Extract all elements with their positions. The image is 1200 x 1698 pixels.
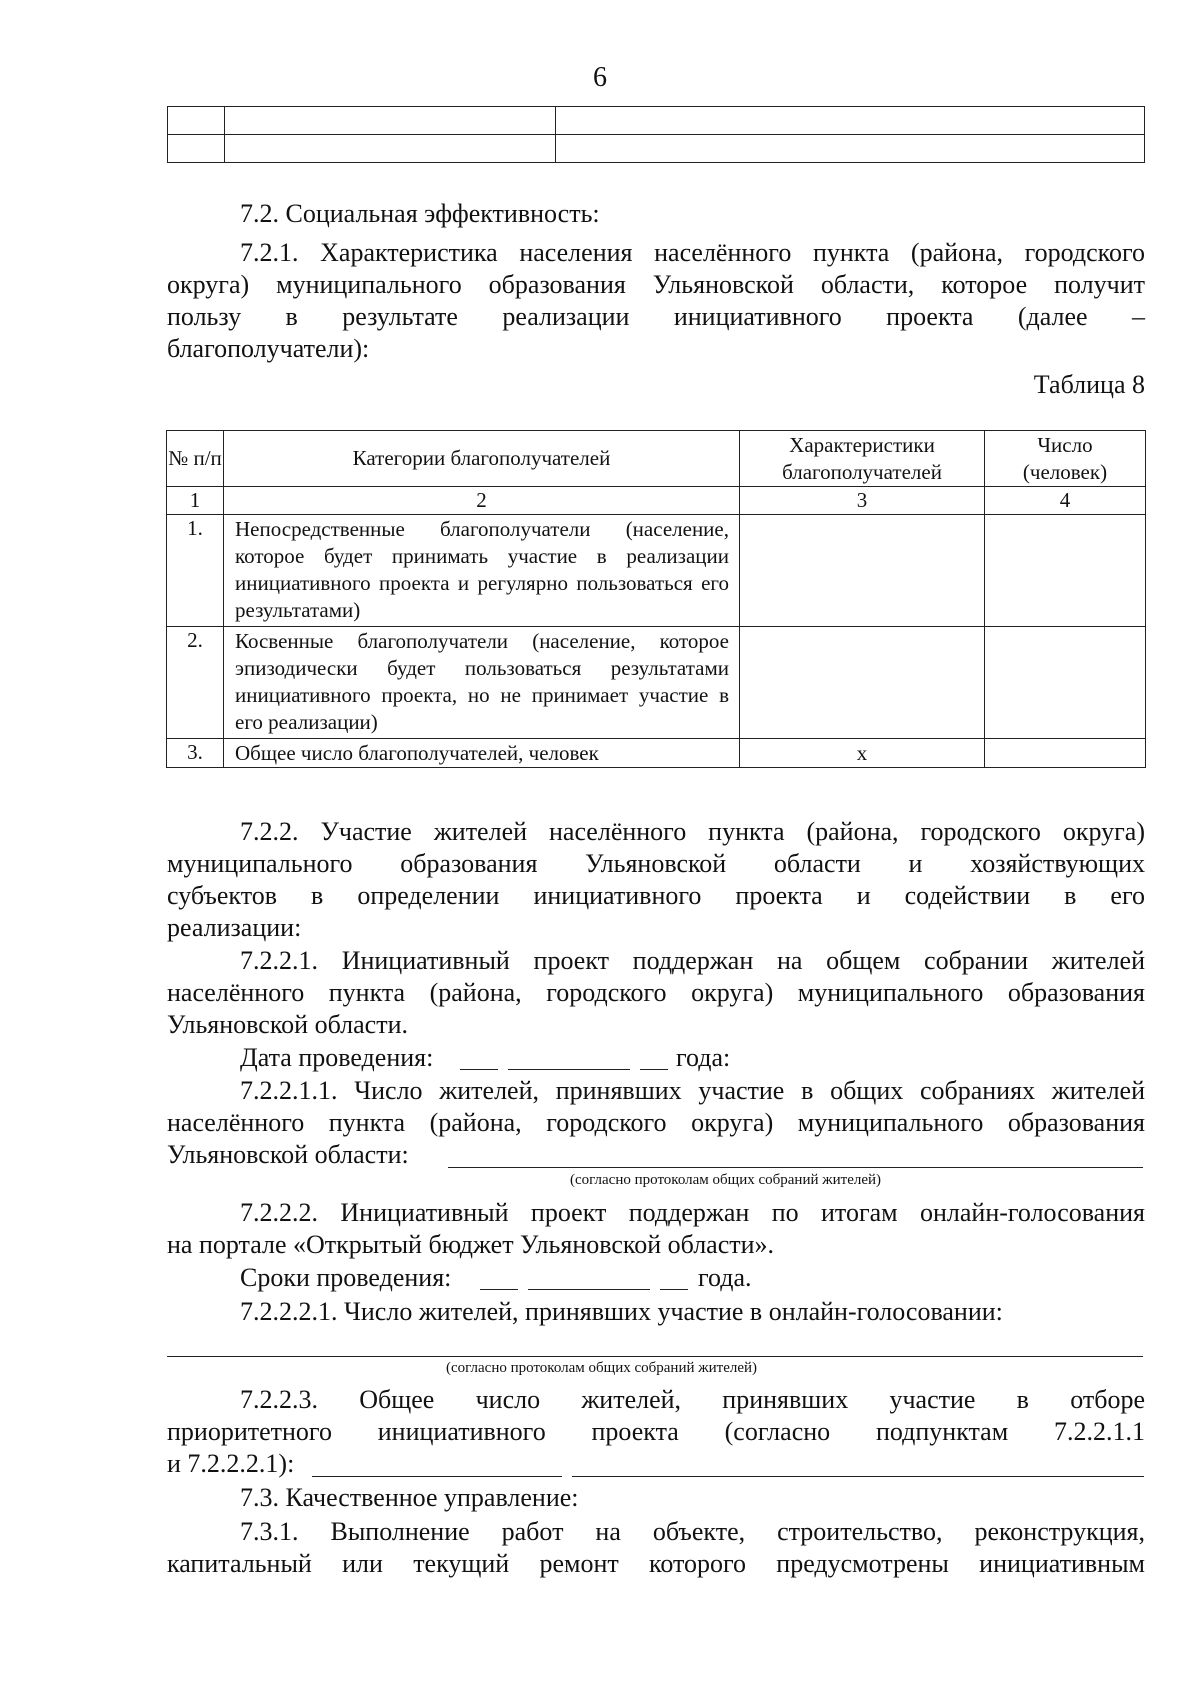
- index-cell: 4: [985, 487, 1146, 515]
- table-row: [168, 107, 1145, 135]
- table-row: [168, 135, 1145, 163]
- section-7-2-2-2-line-1: 7.2.2.2. Инициативный проект поддержан по итогам онлайн-голосования: [240, 1198, 1145, 1227]
- row-num: 2.: [167, 627, 224, 739]
- table-row: [167, 627, 1146, 739]
- row-category: Общее число благополучателей, человек: [224, 739, 740, 768]
- section-7-3-heading: 7.3. Качественное управление:: [240, 1483, 579, 1512]
- row-category: Косвенные благополучатели (население, которое эпизодически будет пользоваться результатами инициативного проекта, но не принимает участие в его реализации): [224, 627, 740, 739]
- section-7-3-1-line-2: капитальный или текущий ремонт которого предусмотрены инициативным: [167, 1549, 1145, 1578]
- section-7-2-2-1-line-3: Ульяновской области.: [167, 1010, 408, 1039]
- table-row: [167, 515, 1146, 627]
- row-num: 1.: [167, 515, 224, 627]
- total-voters-blank-1[interactable]: [312, 1476, 562, 1477]
- meeting-date-suffix: года:: [676, 1043, 731, 1072]
- row-characteristics: х: [740, 739, 985, 768]
- section-7-2-2-3-line-2: приоритетного инициативного проекта (согласно подпунктам 7.2.2.1.1: [167, 1417, 1145, 1446]
- period-year-blank[interactable]: [660, 1289, 688, 1290]
- section-7-2-2-3-line-3: и 7.2.2.2.1):: [167, 1449, 295, 1478]
- date-day-blank[interactable]: [460, 1069, 498, 1070]
- section-7-2-1-line-1: 7.2.1. Характеристика населения населённого пункта (района, городского: [240, 238, 1145, 267]
- section-7-2-2-1-1-line-1: 7.2.2.1.1. Число жителей, принявших участие в общих собраниях жителей: [240, 1076, 1145, 1105]
- row-count: [985, 515, 1146, 627]
- continued-table: [167, 106, 1145, 163]
- index-cell: 3: [740, 487, 985, 515]
- table-cell: [225, 107, 556, 135]
- table-cell: [168, 107, 225, 135]
- meeting-protocols-caption: (согласно протоколам общих собраний жителей): [570, 1172, 882, 1188]
- section-7-2-2-line-2: муниципального образования Ульяновской области и хозяйствующих: [167, 849, 1145, 878]
- total-voters-blank-2[interactable]: [572, 1476, 1144, 1477]
- section-7-2-2-2-line-2: на портале «Открытый бюджет Ульяновской области».: [167, 1230, 775, 1259]
- section-7-2-2-line-3: субъектов в определении инициативного проекта и содействии в его: [167, 881, 1145, 910]
- voting-period-suffix: года.: [698, 1263, 752, 1292]
- row-num: 3.: [167, 739, 224, 768]
- row-count: [985, 627, 1146, 739]
- section-7-2-2-line-4: реализации:: [167, 913, 302, 942]
- header-characteristics: Характеристики благополучателей: [740, 431, 985, 487]
- header-category: Категории благополучателей: [224, 431, 740, 487]
- index-cell: 2: [224, 487, 740, 515]
- table-cell: [168, 135, 225, 163]
- index-cell: 1: [167, 487, 224, 515]
- section-7-2-1-line-4: благополучатели):: [167, 334, 370, 363]
- section-7-2-2-1-line-1: 7.2.2.1. Инициативный проект поддержан на общем собрании жителей: [240, 946, 1145, 975]
- table-label: Таблица 8: [1033, 370, 1145, 399]
- date-year-blank[interactable]: [640, 1069, 668, 1070]
- section-7-2-2-line-1: 7.2.2. Участие жителей населённого пункта (района, городского округа): [240, 817, 1145, 846]
- section-7-2-2-1-line-2: населённого пункта (района, городского округа) муниципального образования: [167, 978, 1145, 1007]
- residents-count-blank[interactable]: [448, 1167, 1143, 1168]
- table-index-row: [167, 487, 1146, 515]
- section-7-2-2-2-1: 7.2.2.2.1. Число жителей, принявших участие в онлайн-голосовании:: [240, 1297, 1003, 1326]
- online-protocols-caption: (согласно протоколам общих собраний жителей): [446, 1360, 758, 1376]
- date-month-blank[interactable]: [508, 1069, 630, 1070]
- section-7-2-heading: 7.2. Социальная эффективность:: [240, 199, 600, 228]
- row-count: [985, 739, 1146, 768]
- period-month-blank[interactable]: [528, 1289, 650, 1290]
- table-cell: [556, 107, 1145, 135]
- table-cell: [225, 135, 556, 163]
- row-characteristics: [740, 627, 985, 739]
- section-7-2-1-line-2: округа) муниципального образования Ульяновской области, которое получит: [167, 270, 1145, 299]
- table-cell: [556, 135, 1145, 163]
- section-7-3-1-line-1: 7.3.1. Выполнение работ на объекте, строительство, реконструкция,: [240, 1517, 1145, 1546]
- meeting-date-label: Дата проведения:: [240, 1043, 434, 1072]
- page-number: 6: [593, 62, 607, 93]
- online-voters-blank[interactable]: [167, 1356, 1143, 1357]
- table-header-row: [167, 431, 1146, 487]
- row-characteristics: [740, 515, 985, 627]
- section-7-2-2-3-line-1: 7.2.2.3. Общее число жителей, принявших участие в отборе: [240, 1385, 1145, 1414]
- table-row: [167, 739, 1146, 768]
- section-7-2-1-line-3: пользу в результате реализации инициативного проекта (далее –: [167, 302, 1145, 331]
- voting-period-label: Сроки проведения:: [240, 1263, 452, 1292]
- row-category: Непосредственные благополучатели (население, которое будет принимать участие в реализации инициативного проекта и регулярно пользоваться его результатами): [224, 515, 740, 627]
- period-day-blank[interactable]: [480, 1289, 518, 1290]
- header-num: № п/п: [167, 431, 224, 487]
- header-count: Число (человек): [985, 431, 1146, 487]
- section-7-2-2-1-1-line-3: Ульяновской области:: [167, 1140, 409, 1169]
- section-7-2-2-1-1-line-2: населённого пункта (района, городского округа) муниципального образования: [167, 1108, 1145, 1137]
- beneficiaries-table: [166, 430, 1146, 768]
